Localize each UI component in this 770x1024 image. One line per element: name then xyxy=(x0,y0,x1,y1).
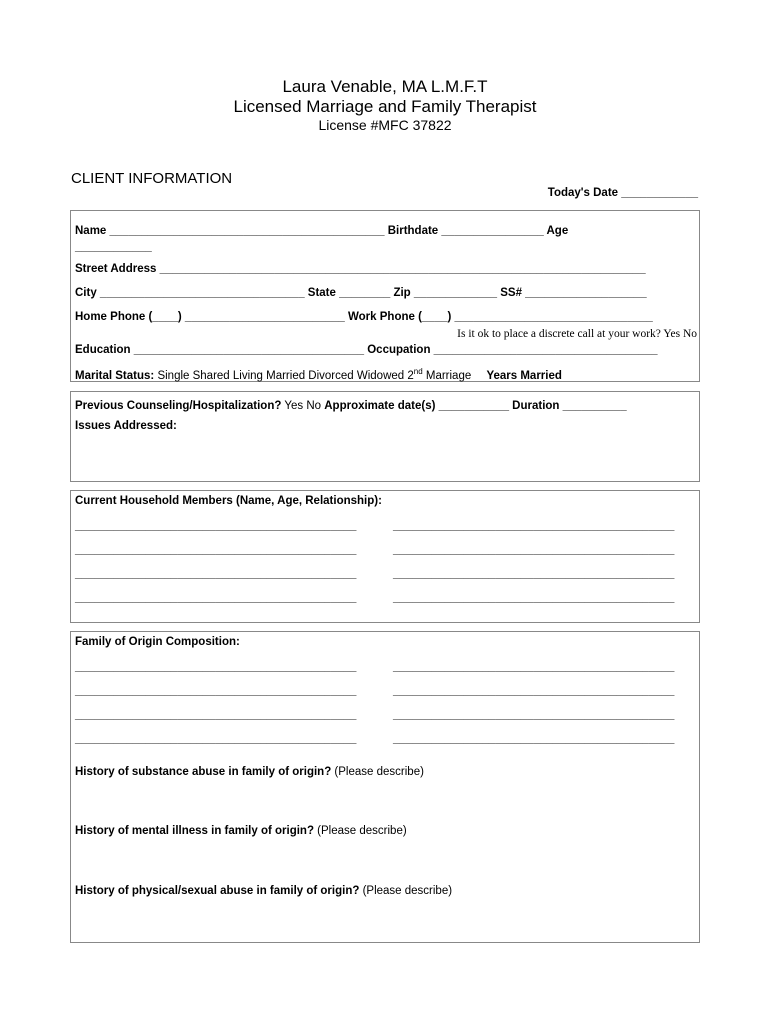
family-origin-line[interactable]: ____________________________________________ xyxy=(393,709,675,721)
todays-date-field[interactable]: Today's Date ____________ xyxy=(547,187,698,199)
household-title: Current Household Members (Name, Age, Relationship): xyxy=(75,495,382,507)
household-line[interactable]: ____________________________________________ xyxy=(75,592,357,604)
household-line[interactable]: ____________________________________________ xyxy=(393,544,675,556)
license-number: License #MFC 37822 xyxy=(318,117,452,133)
yes-no-options[interactable]: Yes No xyxy=(281,400,325,412)
household-line[interactable]: ____________________________________________ xyxy=(75,520,357,532)
family-origin-line[interactable]: ____________________________________________ xyxy=(75,685,357,697)
family-origin-line[interactable]: ____________________________________________ xyxy=(75,661,357,673)
approx-dates-duration[interactable]: Approximate date(s) ___________ Duration __________ xyxy=(324,400,627,412)
mental-illness-label: History of mental illness in family of origin? xyxy=(75,825,314,837)
household-box xyxy=(70,490,700,623)
family-origin-line[interactable]: ____________________________________________ xyxy=(75,709,357,721)
family-origin-box xyxy=(70,631,700,943)
counseling-box xyxy=(70,391,700,482)
age-field-continuation[interactable]: ____________ xyxy=(75,241,152,253)
street-address-field[interactable]: Street Address ____________________________________________________________________________ xyxy=(75,263,646,275)
family-origin-line[interactable]: ____________________________________________ xyxy=(393,685,675,697)
physical-abuse-hint: (Please describe) xyxy=(359,885,453,897)
city-state-zip-ss-row[interactable]: City ________________________________ State ________ Zip _____________ SS# ___________________ xyxy=(75,287,647,299)
name-birthdate-age-row[interactable]: Name ___________________________________________ Birthdate ________________ Age xyxy=(75,225,569,237)
mental-illness-question[interactable] xyxy=(75,821,407,839)
physical-abuse-label: History of physical/sexual abuse in family of origin? xyxy=(75,885,360,897)
marital-status-options[interactable]: Single Shared Living Married Divorced Widowed 2 xyxy=(154,369,414,382)
section-title-client-information: CLIENT INFORMATION xyxy=(71,170,233,187)
discrete-call-question[interactable]: Is it ok to place a discrete call at your work? Yes No xyxy=(457,328,697,340)
therapist-name: Laura Venable, MA L.M.F.T xyxy=(282,77,488,96)
family-origin-title: Family of Origin Composition: xyxy=(75,636,240,648)
marital-status-row[interactable] xyxy=(75,367,562,382)
previous-counseling-row[interactable] xyxy=(75,396,627,414)
previous-counseling-label: Previous Counseling/Hospitalization? xyxy=(75,400,282,412)
household-line[interactable]: ____________________________________________ xyxy=(75,544,357,556)
phone-row[interactable]: Home Phone (____) _________________________ Work Phone (____) _______________________________ xyxy=(75,311,653,323)
mental-illness-hint: (Please describe) xyxy=(313,825,407,837)
education-occupation-row[interactable]: Education ____________________________________ Occupation ___________________________________ xyxy=(75,344,658,356)
household-line[interactable]: ____________________________________________ xyxy=(393,568,675,580)
substance-abuse-label: History of substance abuse in family of origin? xyxy=(75,766,332,778)
family-origin-line[interactable]: ____________________________________________ xyxy=(393,661,675,673)
therapist-title: Licensed Marriage and Family Therapist xyxy=(233,97,537,116)
marital-status-label: Marital Status: xyxy=(75,369,155,382)
substance-abuse-question[interactable] xyxy=(75,762,424,780)
physical-abuse-question[interactable] xyxy=(75,881,452,899)
household-line[interactable]: ____________________________________________ xyxy=(393,592,675,604)
marital-status-marriage[interactable]: Marriage xyxy=(422,369,472,382)
issues-addressed-label[interactable]: Issues Addressed: xyxy=(75,420,177,432)
client-info-box xyxy=(70,210,700,382)
household-line[interactable]: ____________________________________________ xyxy=(393,520,675,532)
years-married-label[interactable]: Years Married xyxy=(486,369,562,382)
household-line[interactable]: ____________________________________________ xyxy=(75,568,357,580)
substance-abuse-hint: (Please describe) xyxy=(331,766,424,778)
ordinal-suffix: nd xyxy=(413,367,423,376)
family-origin-line[interactable]: ____________________________________________ xyxy=(75,733,357,745)
family-origin-line[interactable]: ____________________________________________ xyxy=(393,733,675,745)
